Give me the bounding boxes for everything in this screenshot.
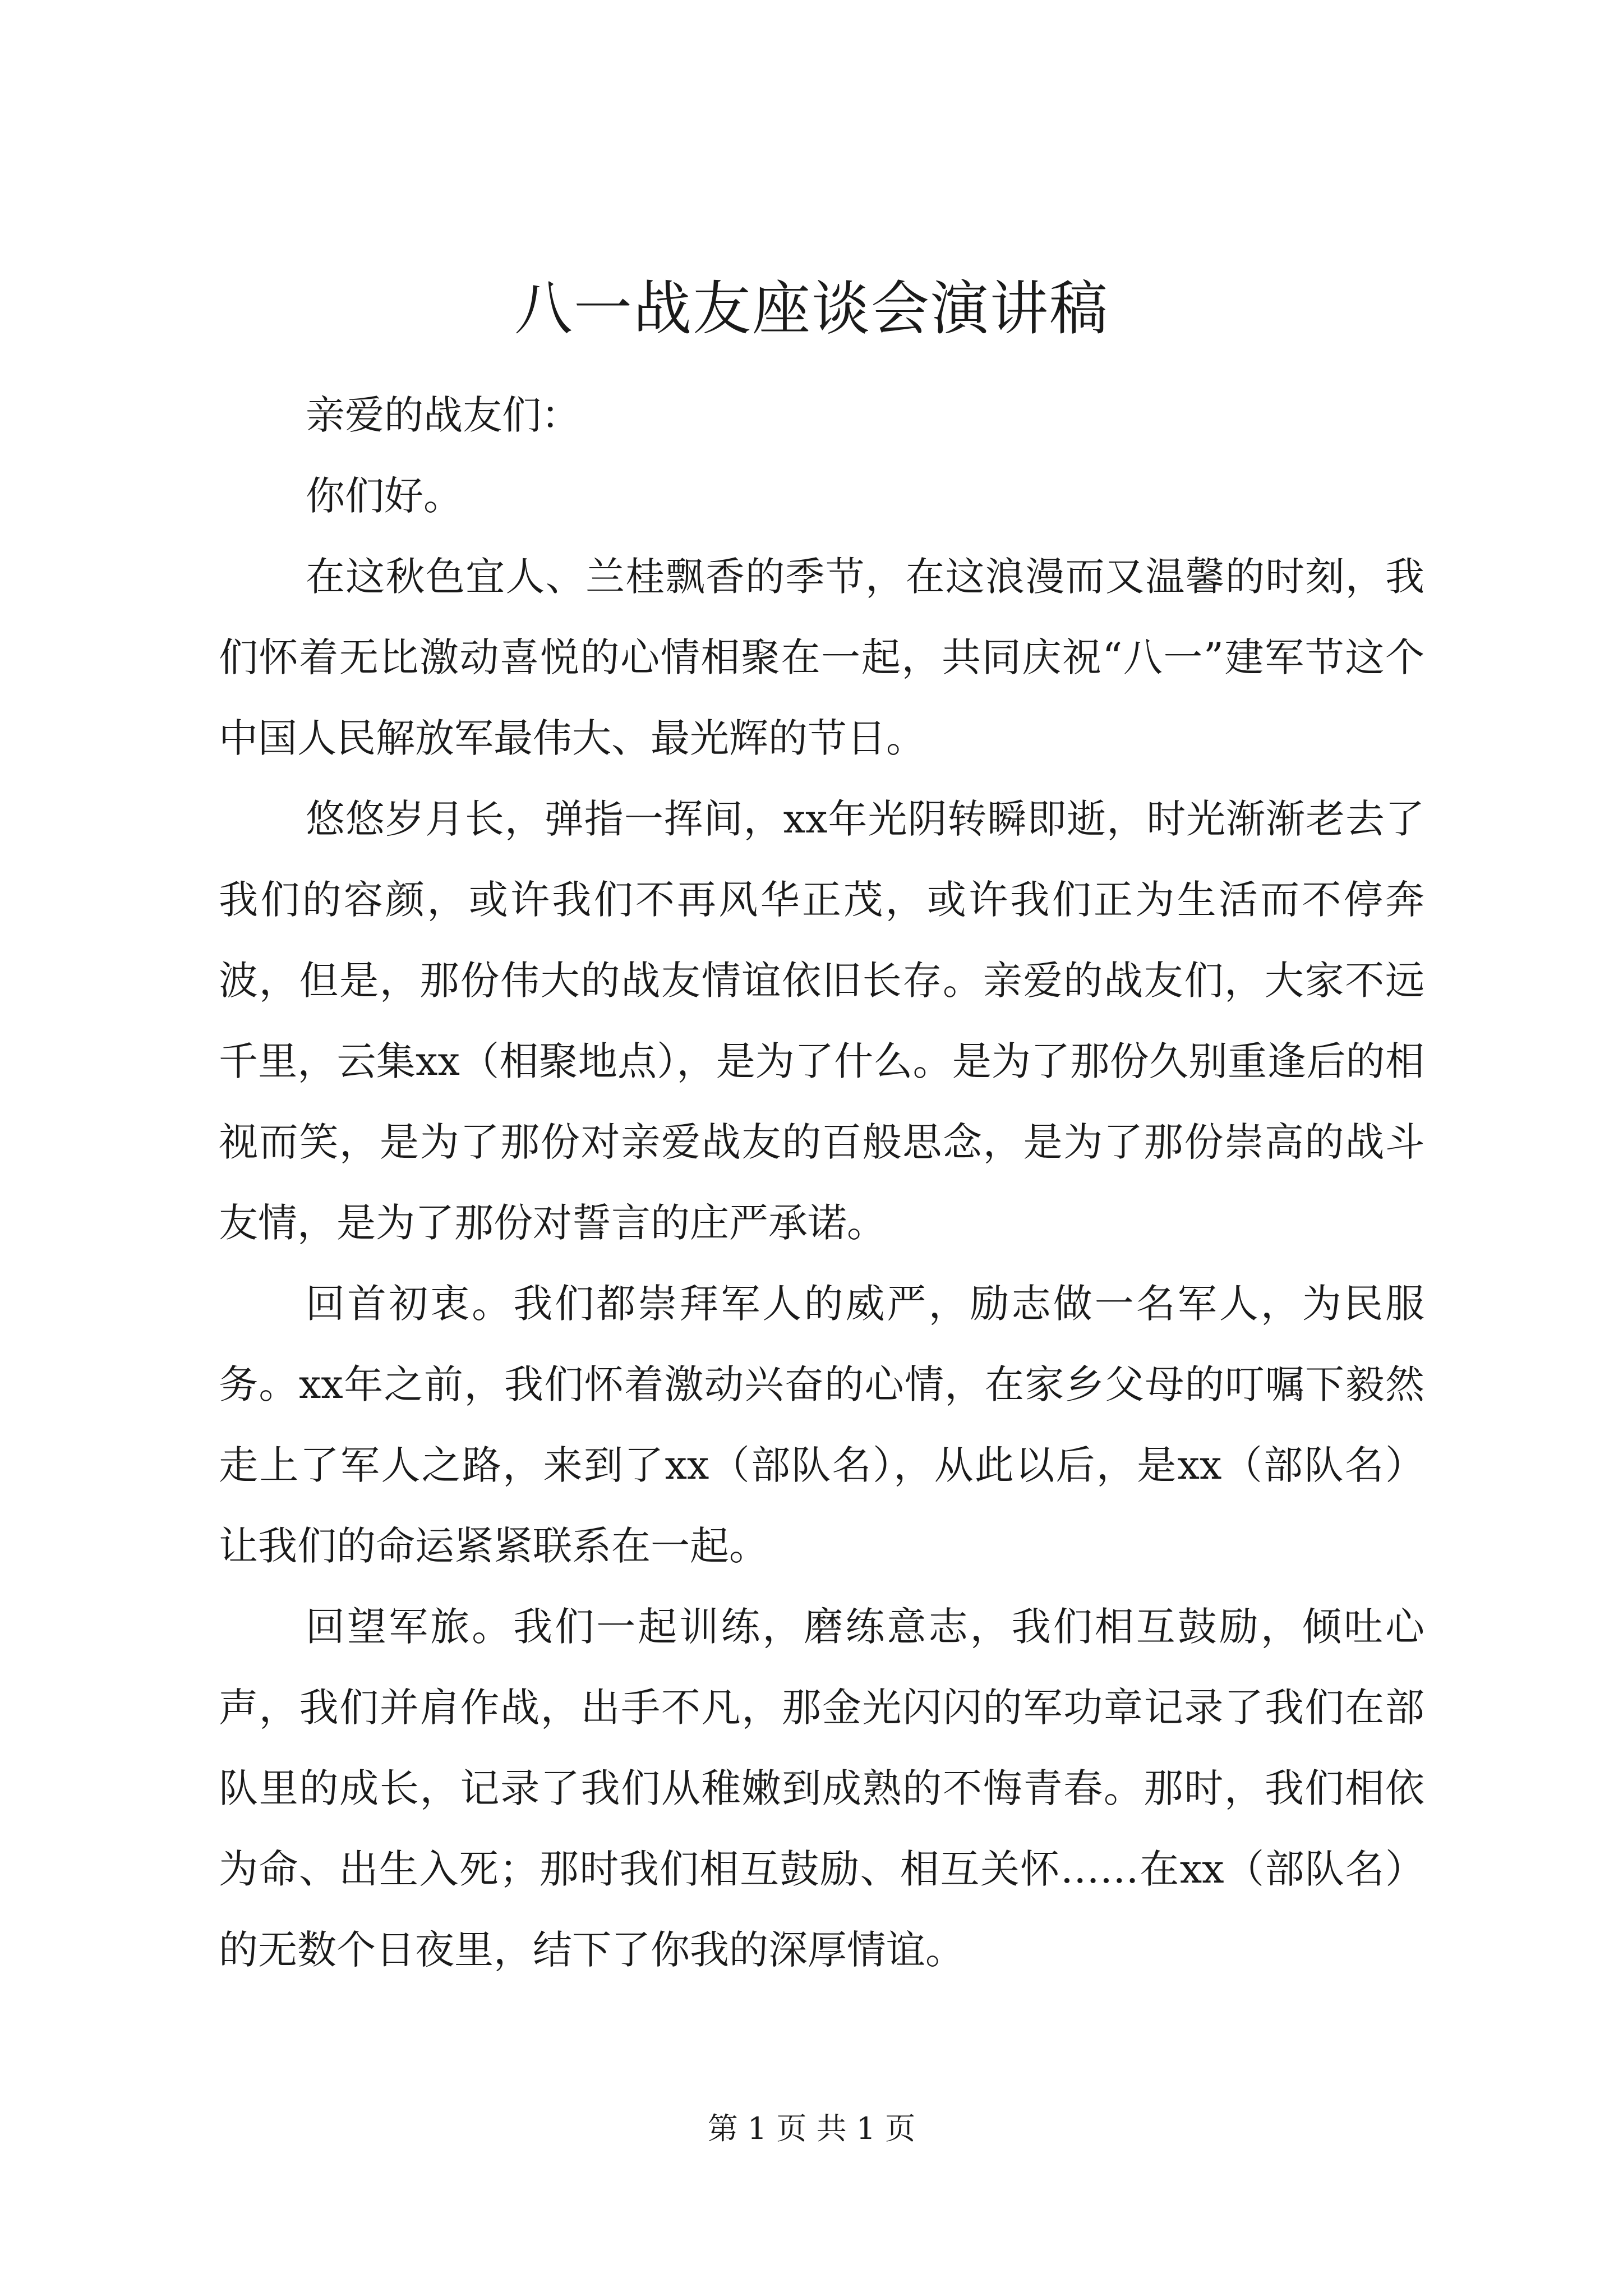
paragraph-years: 悠悠岁月长，弹指一挥间，xx年光阴转瞬即逝，时光渐渐老去了我们的容颜，或许我们不再风华正茂，或许我们正为生活而不停奔波，但是，那份伟大的战友情谊依旧长存。亲爱的战友们，大家不远千里，云集xx（相聚地点），是为了什么。是为了那份久别重逢后的相视而笑，是为了那份对亲爱战友的百般思念，是为了那份崇高的战斗友情，是为了那份对誓言的庄严承诺。 bbox=[219, 796, 1424, 1246]
document-title: 八一战友座谈会演讲稿 bbox=[514, 274, 1109, 343]
paragraph-military-life: 回望军旅。我们一起训练，磨练意志，我们相互鼓励，倾吐心声，我们并肩作战，出手不凡，那金光闪闪的军功章记录了我们在部队里的成长，记录了我们从稚嫩到成熟的不悔青春。那时，我们相依为命、出生入死；那时我们相互鼓励、相互关怀……在xx（部队名）的无数个日夜里，结下了你我的深厚情谊。 bbox=[219, 1604, 1424, 1973]
paragraph-origin: 回首初衷。我们都崇拜军人的威严，励志做一名军人，为民服务。xx年之前，我们怀着激动兴奋的心情，在家乡父母的叮嘱下毅然走上了军人之路，来到了xx（部队名），从此以后，是xx（部队名）让我们的命运紧紧联系在一起。 bbox=[219, 1281, 1424, 1569]
paragraph-intro: 在这秋色宜人、兰桂飘香的季节，在这浪漫而又温馨的时刻，我们怀着无比激动喜悦的心情相聚在一起，共同庆祝“八一”建军节这个中国人民解放军最伟大、最光辉的节日。 bbox=[219, 554, 1424, 761]
page-footer: 第 1 页 共 1 页 bbox=[707, 2111, 916, 2146]
paragraph-greeting: 你们好。 bbox=[306, 473, 463, 519]
paragraph-salutation: 亲爱的战友们： bbox=[306, 392, 580, 438]
document-body bbox=[219, 375, 1424, 1990]
